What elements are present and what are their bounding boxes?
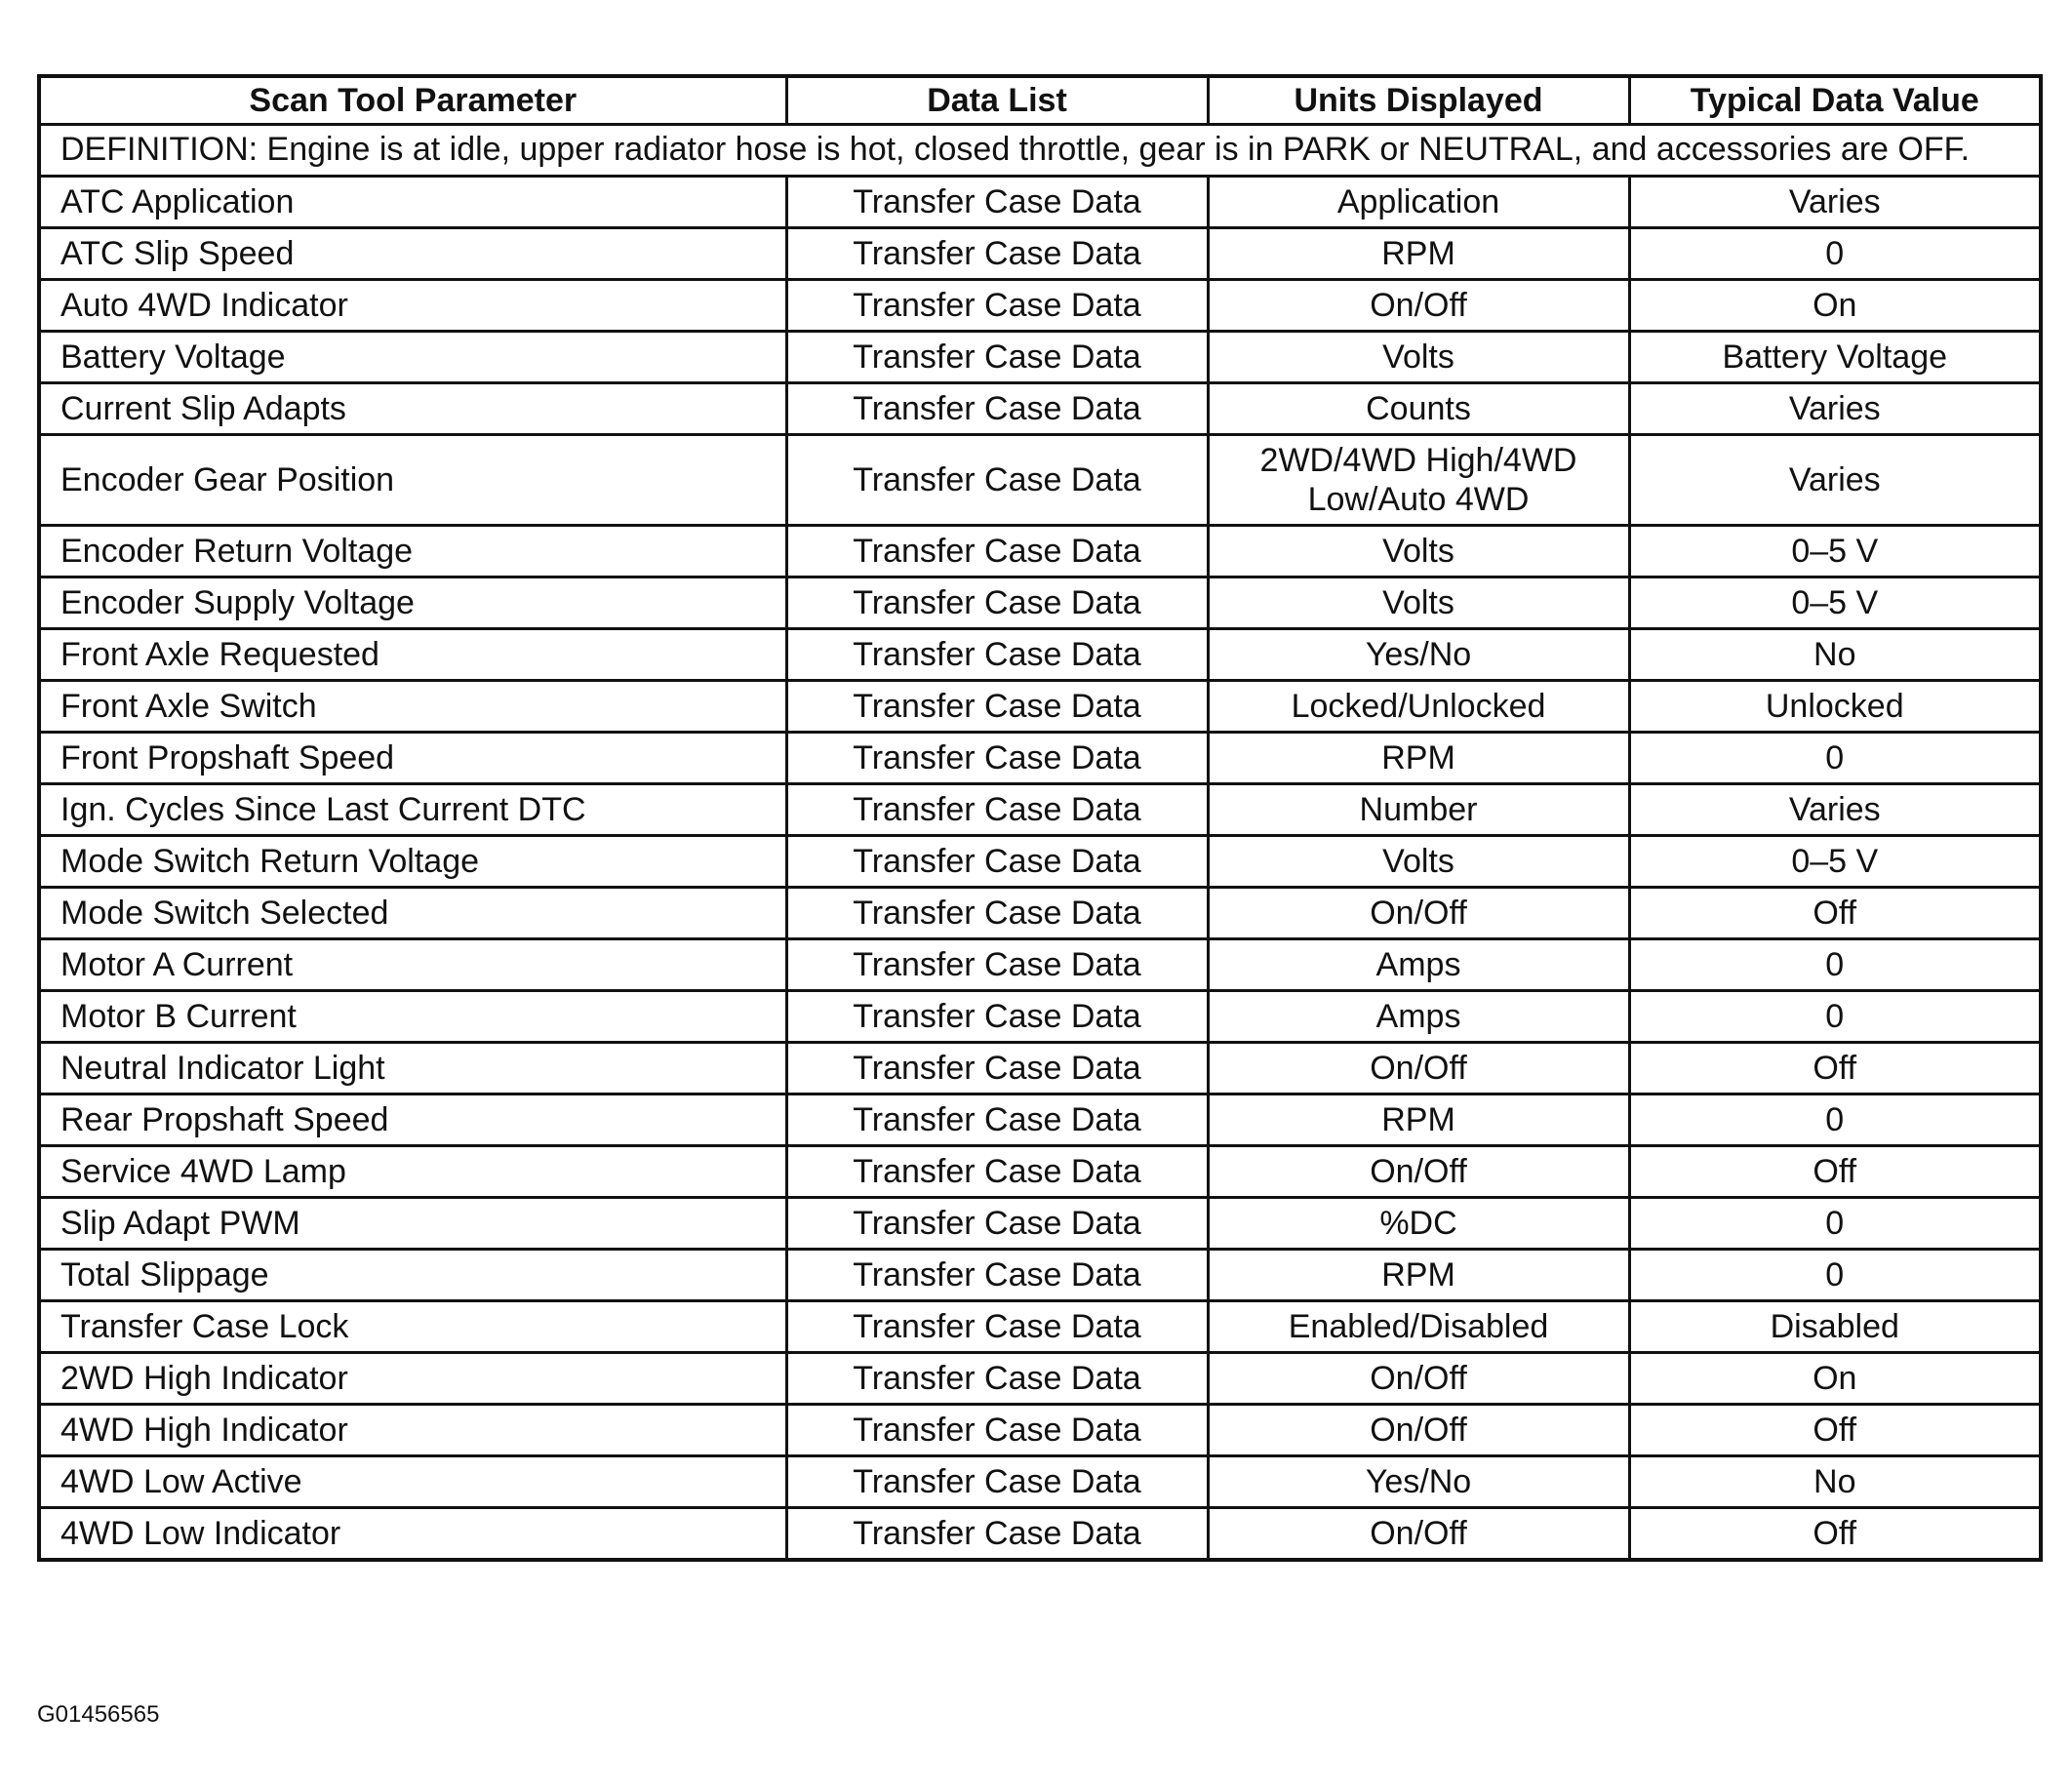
table-row: [39, 1301, 2041, 1353]
cell-parameter: Battery Voltage: [39, 332, 786, 383]
table-row: [39, 1353, 2041, 1405]
cell-parameter: Rear Propshaft Speed: [39, 1094, 786, 1146]
table-row: [39, 888, 2041, 939]
cell-typical-value: Off: [1629, 888, 2041, 939]
cell-data-list: Transfer Case Data: [786, 526, 1208, 577]
cell-typical-value: 0: [1629, 991, 2041, 1043]
cell-data-list: Transfer Case Data: [786, 383, 1208, 435]
table-row: [39, 435, 2041, 526]
cell-parameter: ATC Application: [39, 177, 786, 228]
cell-data-list: Transfer Case Data: [786, 332, 1208, 383]
table-row: [39, 228, 2041, 280]
cell-typical-value: 0: [1629, 1094, 2041, 1146]
table-row: [39, 577, 2041, 629]
cell-data-list: Transfer Case Data: [786, 1353, 1208, 1405]
table-row: [39, 733, 2041, 784]
figure-id: G01456565: [37, 1701, 160, 1728]
cell-typical-value: On: [1629, 280, 2041, 332]
cell-parameter: Front Axle Switch: [39, 681, 786, 733]
cell-units: Volts: [1208, 836, 1629, 888]
cell-typical-value: 0: [1629, 733, 2041, 784]
cell-typical-value: Varies: [1629, 177, 2041, 228]
cell-parameter: 4WD Low Indicator: [39, 1508, 786, 1561]
cell-units: On/Off: [1208, 1508, 1629, 1561]
table-row: [39, 1094, 2041, 1146]
cell-data-list: Transfer Case Data: [786, 1043, 1208, 1094]
cell-parameter: ATC Slip Speed: [39, 228, 786, 280]
cell-typical-value: No: [1629, 629, 2041, 681]
cell-data-list: Transfer Case Data: [786, 939, 1208, 991]
cell-data-list: Transfer Case Data: [786, 1146, 1208, 1198]
table-row: [39, 784, 2041, 836]
cell-data-list: Transfer Case Data: [786, 1250, 1208, 1301]
cell-parameter: Neutral Indicator Light: [39, 1043, 786, 1094]
cell-data-list: Transfer Case Data: [786, 1301, 1208, 1353]
header-row: [39, 76, 2041, 125]
header-scan-tool-parameter: Scan Tool Parameter: [39, 76, 786, 125]
cell-units: RPM: [1208, 1250, 1629, 1301]
cell-typical-value: 0: [1629, 1198, 2041, 1250]
table-row: [39, 629, 2041, 681]
cell-data-list: Transfer Case Data: [786, 228, 1208, 280]
cell-data-list: Transfer Case Data: [786, 1094, 1208, 1146]
cell-data-list: Transfer Case Data: [786, 177, 1208, 228]
cell-parameter: Encoder Supply Voltage: [39, 577, 786, 629]
cell-units: 2WD/4WD High/4WD Low/Auto 4WD: [1208, 435, 1629, 526]
cell-typical-value: Off: [1629, 1146, 2041, 1198]
cell-parameter: Ign. Cycles Since Last Current DTC: [39, 784, 786, 836]
cell-data-list: Transfer Case Data: [786, 1198, 1208, 1250]
cell-data-list: Transfer Case Data: [786, 991, 1208, 1043]
cell-data-list: Transfer Case Data: [786, 577, 1208, 629]
cell-units: Counts: [1208, 383, 1629, 435]
cell-data-list: Transfer Case Data: [786, 888, 1208, 939]
cell-typical-value: 0: [1629, 228, 2041, 280]
cell-units: Amps: [1208, 991, 1629, 1043]
definition-text: DEFINITION: Engine is at idle, upper radiator hose is hot, closed throttle, gear is in PARK or NEUTRAL, and accessories are OFF.: [39, 125, 2041, 177]
cell-parameter: Total Slippage: [39, 1250, 786, 1301]
cell-data-list: Transfer Case Data: [786, 1508, 1208, 1561]
cell-typical-value: 0–5 V: [1629, 577, 2041, 629]
header-data-list: Data List: [786, 76, 1208, 125]
cell-units: Yes/No: [1208, 629, 1629, 681]
cell-typical-value: 0–5 V: [1629, 526, 2041, 577]
cell-typical-value: Disabled: [1629, 1301, 2041, 1353]
cell-units: RPM: [1208, 228, 1629, 280]
cell-data-list: Transfer Case Data: [786, 681, 1208, 733]
cell-units: On/Off: [1208, 1405, 1629, 1456]
cell-units: On/Off: [1208, 280, 1629, 332]
cell-units: On/Off: [1208, 1353, 1629, 1405]
cell-units: Yes/No: [1208, 1456, 1629, 1508]
cell-data-list: Transfer Case Data: [786, 1405, 1208, 1456]
table-row: [39, 280, 2041, 332]
cell-data-list: Transfer Case Data: [786, 784, 1208, 836]
cell-typical-value: Varies: [1629, 383, 2041, 435]
table-row: [39, 836, 2041, 888]
cell-units: Locked/Unlocked: [1208, 681, 1629, 733]
table-row: [39, 1405, 2041, 1456]
cell-typical-value: Off: [1629, 1405, 2041, 1456]
cell-parameter: Front Propshaft Speed: [39, 733, 786, 784]
header-units-displayed: Units Displayed: [1208, 76, 1629, 125]
table-row: [39, 1250, 2041, 1301]
table-row: [39, 1146, 2041, 1198]
table-row: [39, 939, 2041, 991]
cell-data-list: Transfer Case Data: [786, 836, 1208, 888]
cell-parameter: Encoder Return Voltage: [39, 526, 786, 577]
cell-data-list: Transfer Case Data: [786, 1456, 1208, 1508]
cell-typical-value: Unlocked: [1629, 681, 2041, 733]
cell-units: On/Off: [1208, 888, 1629, 939]
cell-units: Number: [1208, 784, 1629, 836]
cell-units: Volts: [1208, 577, 1629, 629]
cell-units: On/Off: [1208, 1146, 1629, 1198]
cell-units: Volts: [1208, 332, 1629, 383]
cell-parameter: Motor A Current: [39, 939, 786, 991]
table-row: [39, 1508, 2041, 1561]
definition-row: [39, 125, 2041, 177]
cell-units: %DC: [1208, 1198, 1629, 1250]
cell-data-list: Transfer Case Data: [786, 435, 1208, 526]
cell-units: On/Off: [1208, 1043, 1629, 1094]
cell-data-list: Transfer Case Data: [786, 629, 1208, 681]
cell-typical-value: Off: [1629, 1508, 2041, 1561]
cell-parameter: Front Axle Requested: [39, 629, 786, 681]
cell-typical-value: No: [1629, 1456, 2041, 1508]
cell-typical-value: Varies: [1629, 435, 2041, 526]
cell-typical-value: Varies: [1629, 784, 2041, 836]
table-row: [39, 526, 2041, 577]
cell-parameter: Slip Adapt PWM: [39, 1198, 786, 1250]
cell-units: Application: [1208, 177, 1629, 228]
table-row: [39, 332, 2041, 383]
table-row: [39, 681, 2041, 733]
table-row: [39, 1198, 2041, 1250]
cell-typical-value: 0–5 V: [1629, 836, 2041, 888]
cell-typical-value: On: [1629, 1353, 2041, 1405]
cell-parameter: Mode Switch Selected: [39, 888, 786, 939]
cell-units: RPM: [1208, 733, 1629, 784]
cell-parameter: Mode Switch Return Voltage: [39, 836, 786, 888]
header-typical-data-value: Typical Data Value: [1629, 76, 2041, 125]
cell-parameter: 2WD High Indicator: [39, 1353, 786, 1405]
cell-parameter: Motor B Current: [39, 991, 786, 1043]
table-row: [39, 1456, 2041, 1508]
cell-units: RPM: [1208, 1094, 1629, 1146]
cell-units: Enabled/Disabled: [1208, 1301, 1629, 1353]
cell-parameter: Service 4WD Lamp: [39, 1146, 786, 1198]
cell-parameter: Auto 4WD Indicator: [39, 280, 786, 332]
cell-typical-value: 0: [1629, 1250, 2041, 1301]
table-row: [39, 383, 2041, 435]
table-row: [39, 177, 2041, 228]
scan-tool-data-table: [37, 74, 2043, 1562]
cell-units: Volts: [1208, 526, 1629, 577]
cell-data-list: Transfer Case Data: [786, 733, 1208, 784]
table-row: [39, 1043, 2041, 1094]
cell-parameter: Encoder Gear Position: [39, 435, 786, 526]
table-row: [39, 991, 2041, 1043]
cell-parameter: Transfer Case Lock: [39, 1301, 786, 1353]
cell-parameter: Current Slip Adapts: [39, 383, 786, 435]
cell-units: Amps: [1208, 939, 1629, 991]
cell-typical-value: Off: [1629, 1043, 2041, 1094]
cell-data-list: Transfer Case Data: [786, 280, 1208, 332]
cell-typical-value: 0: [1629, 939, 2041, 991]
cell-parameter: 4WD Low Active: [39, 1456, 786, 1508]
cell-typical-value: Battery Voltage: [1629, 332, 2041, 383]
cell-parameter: 4WD High Indicator: [39, 1405, 786, 1456]
